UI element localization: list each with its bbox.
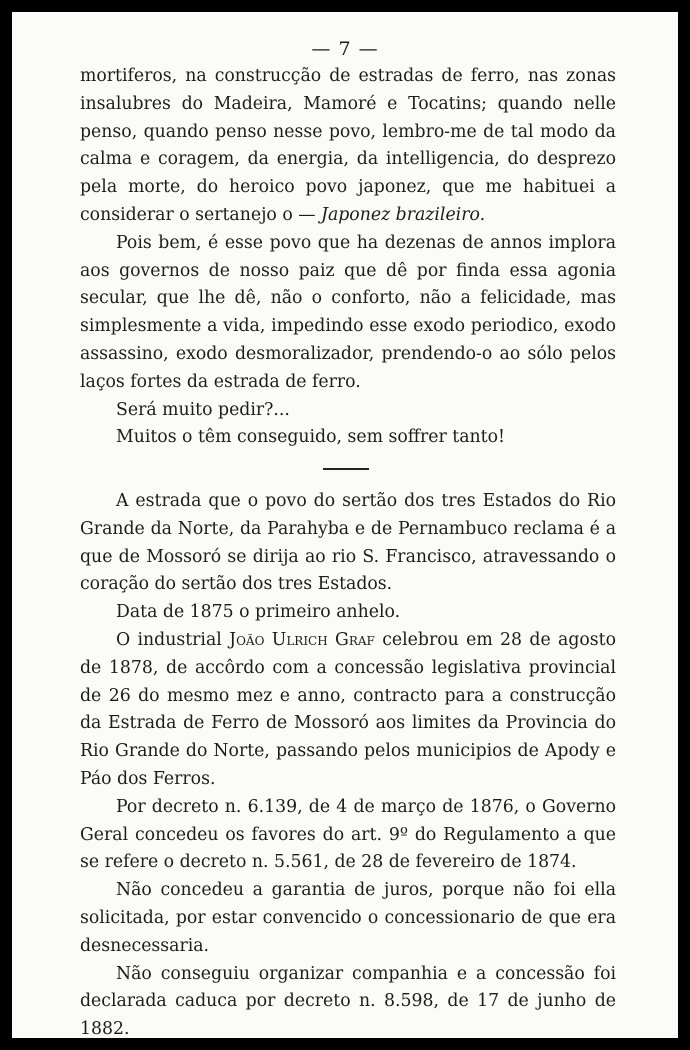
text-section-1	[80, 63, 616, 452]
text-section-2	[80, 488, 616, 1038]
paragraph: Será muito pedir?...	[116, 399, 290, 420]
paragraph: Muitos o têm conseguido, sem soffrer tanto!	[116, 427, 505, 448]
paragraph: Por decreto n. 6.139, de 4 de março de 1876, o Governo Geral concedeu os favores do art. 9º do Regulamento a que se refere o decreto n. 5.561, de 28 de fevereiro de 1874.	[80, 796, 616, 873]
book-page	[12, 12, 678, 1038]
page-number: — 7 —	[311, 38, 379, 60]
section-divider	[323, 468, 369, 470]
paragraph: Pois bem, é esse povo que ha dezenas de annos implora aos governos de nosso paiz que dê por finda essa agonia secular, que lhe dê, não o conforto, não a felicidade, mas simplesmente a vida, impedindo esse exodo periodico, exodo assassino, exodo desmoralizador, prendendo-o ao sólo pelos laços fortes da estrada de ferro.	[80, 232, 616, 392]
paragraph-text: mortiferos, na construcção de estradas de ferro, nas zonas insalubres do Madeira, Mamoré e Tocatins; quando nelle penso, quando penso nesse povo, lembro-me de tal modo da calma e coragem, da energia, da intelligencia, do desprezo pela morte, do heroico povo japonez, que me habituei a considerar o sertanejo o —	[80, 66, 616, 225]
italic-phrase: Japonez brazileiro.	[321, 204, 486, 225]
paragraph: A estrada que o povo do sertão dos tres Estados do Rio Grande da Norte, da Parahyba e de Pernambuco reclama é a que de Mossoró se dirija ao rio S. Francisco, atravessando o coração do sertão dos tres Estados.	[80, 491, 616, 595]
paragraph	[80, 63, 616, 230]
paragraph-text: celebrou em 28 de agosto de 1878, de accôrdo com a concessão legislativa provincial de 26 do mesmo mez e anno, contracto para a construcção da Estrada de Ferro de Mossoró aos limites da Provincia do Rio Grande do Norte, passando pelos municipios de Apody e Páo dos Ferros.	[80, 629, 616, 789]
paragraph: Não conseguiu organizar companhia e a concessão foi declarada caduca por decreto n. 8.598, de 17 de junho de 1882.	[80, 963, 616, 1038]
paragraph-text: O industrial	[116, 629, 230, 650]
person-name: João Ulrich Graf	[229, 629, 375, 650]
paragraph: Data de 1875 o primeiro anhelo.	[116, 602, 401, 623]
paragraph: Não concedeu a garantia de juros, porque não foi ella solicitada, por estar convencido o concessionario de que era desnecessaria.	[80, 880, 616, 956]
paragraph	[80, 627, 616, 794]
